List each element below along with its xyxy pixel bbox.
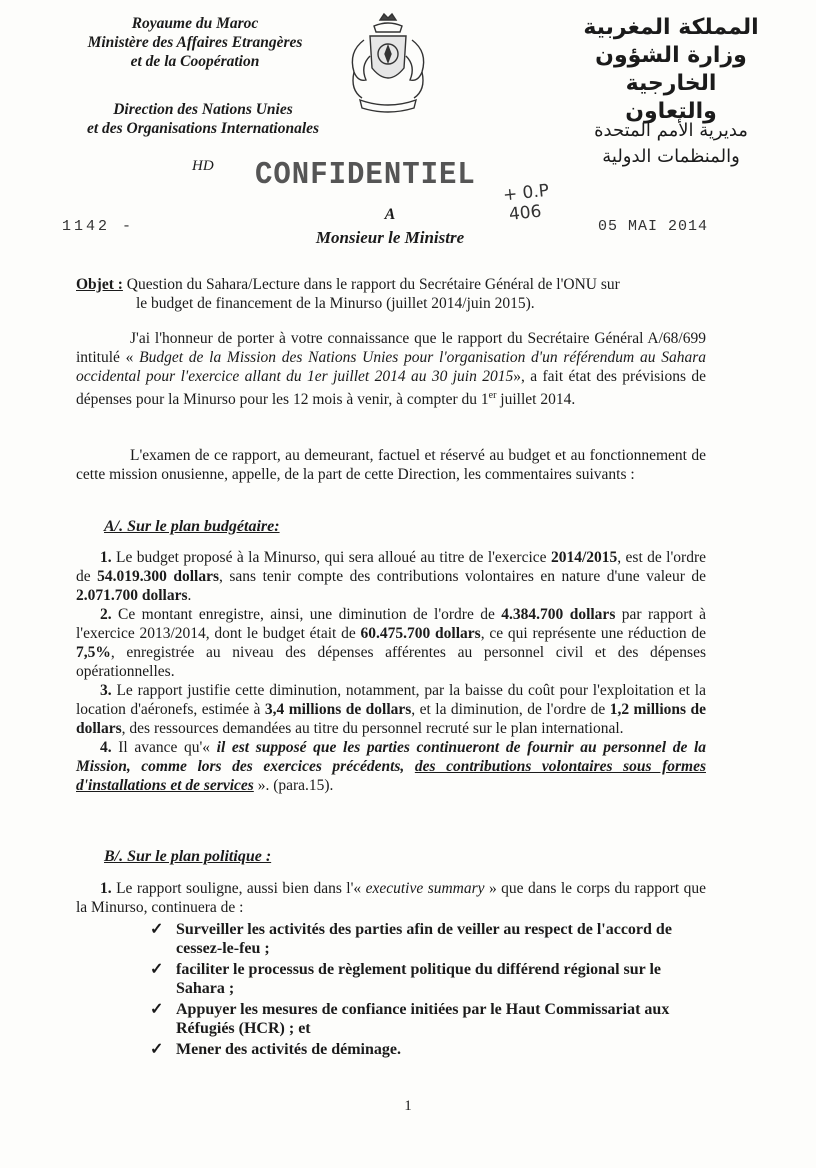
page-number: 1 xyxy=(404,1098,412,1114)
budget-item-4: 4. Il avance qu'« il est supposé que les parties continueront de fournir au personnel de la Mission, comme lors des exercices précédents, des contributions volontaires sous formes d'installations et de services ». (para.15). xyxy=(76,739,706,794)
review-paragraph xyxy=(76,446,706,484)
report-title: Budget de la Mission des Nations Unies pour l'organisation d'un référendum au Sahara occidental pour l'exercice allant du 1er juillet 2014 au 30 juin 2015 xyxy=(76,349,706,385)
political-item-1: 1. Le rapport souligne, aussi bien dans l'« executive summary » que dans le corps du rapport que la Minurso, continuera de : xyxy=(76,880,706,916)
handwritten-line: 406 xyxy=(508,201,543,225)
header-ar-line: المملكة المغربية xyxy=(583,15,759,40)
direction-header-fr xyxy=(58,100,348,138)
checkmark-icon: ✓ xyxy=(150,961,164,978)
direction-ar-line: مديرية الأمم المتحدة xyxy=(594,120,748,141)
ordinal-sup: er xyxy=(488,390,497,401)
ministry-header-ar xyxy=(556,14,786,126)
handwritten-line: + 0.P xyxy=(502,180,550,206)
mandate-checklist xyxy=(148,920,708,1061)
checkmark-icon: ✓ xyxy=(150,921,164,938)
initials: HD xyxy=(192,158,214,174)
royal-emblem xyxy=(340,10,436,120)
section-a-title: A/. Sur le plan budgétaire: xyxy=(104,518,280,535)
date-stamp: 05 MAI 2014 xyxy=(598,218,709,235)
addressee-a: A xyxy=(384,206,396,223)
checklist-item: ✓ Mener des activités de déminage. xyxy=(150,1041,401,1058)
direction-line: Direction des Nations Unies xyxy=(113,101,293,118)
direction-header-ar xyxy=(566,118,776,170)
handwritten-note xyxy=(502,181,552,226)
checklist-item: ✓ Appuyer les mesures de confiance initiées par le Haut Commissariat aux Réfugiés (HCR) ; et xyxy=(150,1001,670,1037)
object-block xyxy=(76,275,706,313)
object-label: Objet : xyxy=(76,276,123,293)
direction-ar-line: والمنظمات الدولية xyxy=(602,146,740,167)
intro-text: J'ai l'honneur de porter à votre connaissance que le rapport du Secrétaire Général A/68/699 intitulé « xyxy=(76,330,706,366)
checklist-item: ✓ Surveiller les activités des parties afin de veiller au respect de l'accord de cessez-le-feu ; xyxy=(150,921,672,957)
reference-number: 1142 - xyxy=(62,218,135,235)
object-line-1: Question du Sahara/Lecture dans le rapport du Secrétaire Général de l'ONU sur xyxy=(126,276,620,293)
checkmark-icon: ✓ xyxy=(150,1041,164,1058)
budget-item-2: 2. Ce montant enregistre, ainsi, une diminution de l'ordre de 4.384.700 dollars par rapport à l'exercice 2013/2014, dont le budget était de 60.475.700 dollars, ce qui représente une réduction de 7,5%, enregistrée au niveau des dépenses afférentes au personnel civil et des dépenses opérationnelles. xyxy=(76,606,707,680)
object-line-2: le budget de financement de la Minurso (juillet 2014/juin 2015). xyxy=(136,295,535,312)
header-ar-line: وزارة الشؤون الخارجية xyxy=(595,43,747,96)
budget-item-1: 1. Le budget proposé à la Minurso, qui sera alloué au titre de l'exercice 2014/2015, est de l'ordre de 54.019.300 dollars, sans tenir compte des contributions volontaires en nature d'une valeur de 2.071.700 dollars. xyxy=(76,549,706,604)
section-a-items xyxy=(76,548,706,795)
budget-item-3: 3. Le rapport justifie cette diminution, notamment, par la baisse du coût pour l'exploitation et la location d'aéronefs, estimée à 3,4 millions de dollars, et la diminution, de l'ordre de 1,2 millions de dollars, des ressources demandées au titre du personnel recruté sur le plan international. xyxy=(76,682,707,737)
header-ar-line: والتعاون xyxy=(625,99,717,124)
section-b-title: B/. Sur le plan politique : xyxy=(104,848,272,865)
classification-stamp: CONFIDENTIEL xyxy=(255,156,476,193)
checklist-item: ✓ faciliter le processus de règlement politique du différend régional sur le Sahara ; xyxy=(150,961,661,997)
section-b-intro xyxy=(76,879,706,917)
intro-text: juillet 2014. xyxy=(496,391,576,409)
checkmark-icon: ✓ xyxy=(150,1001,164,1018)
review-text: L'examen de ce rapport, au demeurant, factuel et réservé au budget et au fonctionnement de cette mission onusienne, appelle, de la part de cette Direction, les commentaires suivants : xyxy=(76,447,706,483)
header-line: Ministère des Affaires Etrangères xyxy=(87,34,303,51)
header-line: et de la Coopération xyxy=(130,53,260,70)
ministry-header-fr xyxy=(60,14,330,71)
direction-line: et des Organisations Internationales xyxy=(86,120,320,137)
addressee: Monsieur le Ministre xyxy=(315,228,465,247)
header-line: Royaume du Maroc xyxy=(131,15,259,32)
intro-text: », a fait état des prévisions de dépenses pour la Minurso pour les 12 mois à venir, à compter du 1 xyxy=(76,368,706,409)
intro-paragraph xyxy=(76,329,706,409)
